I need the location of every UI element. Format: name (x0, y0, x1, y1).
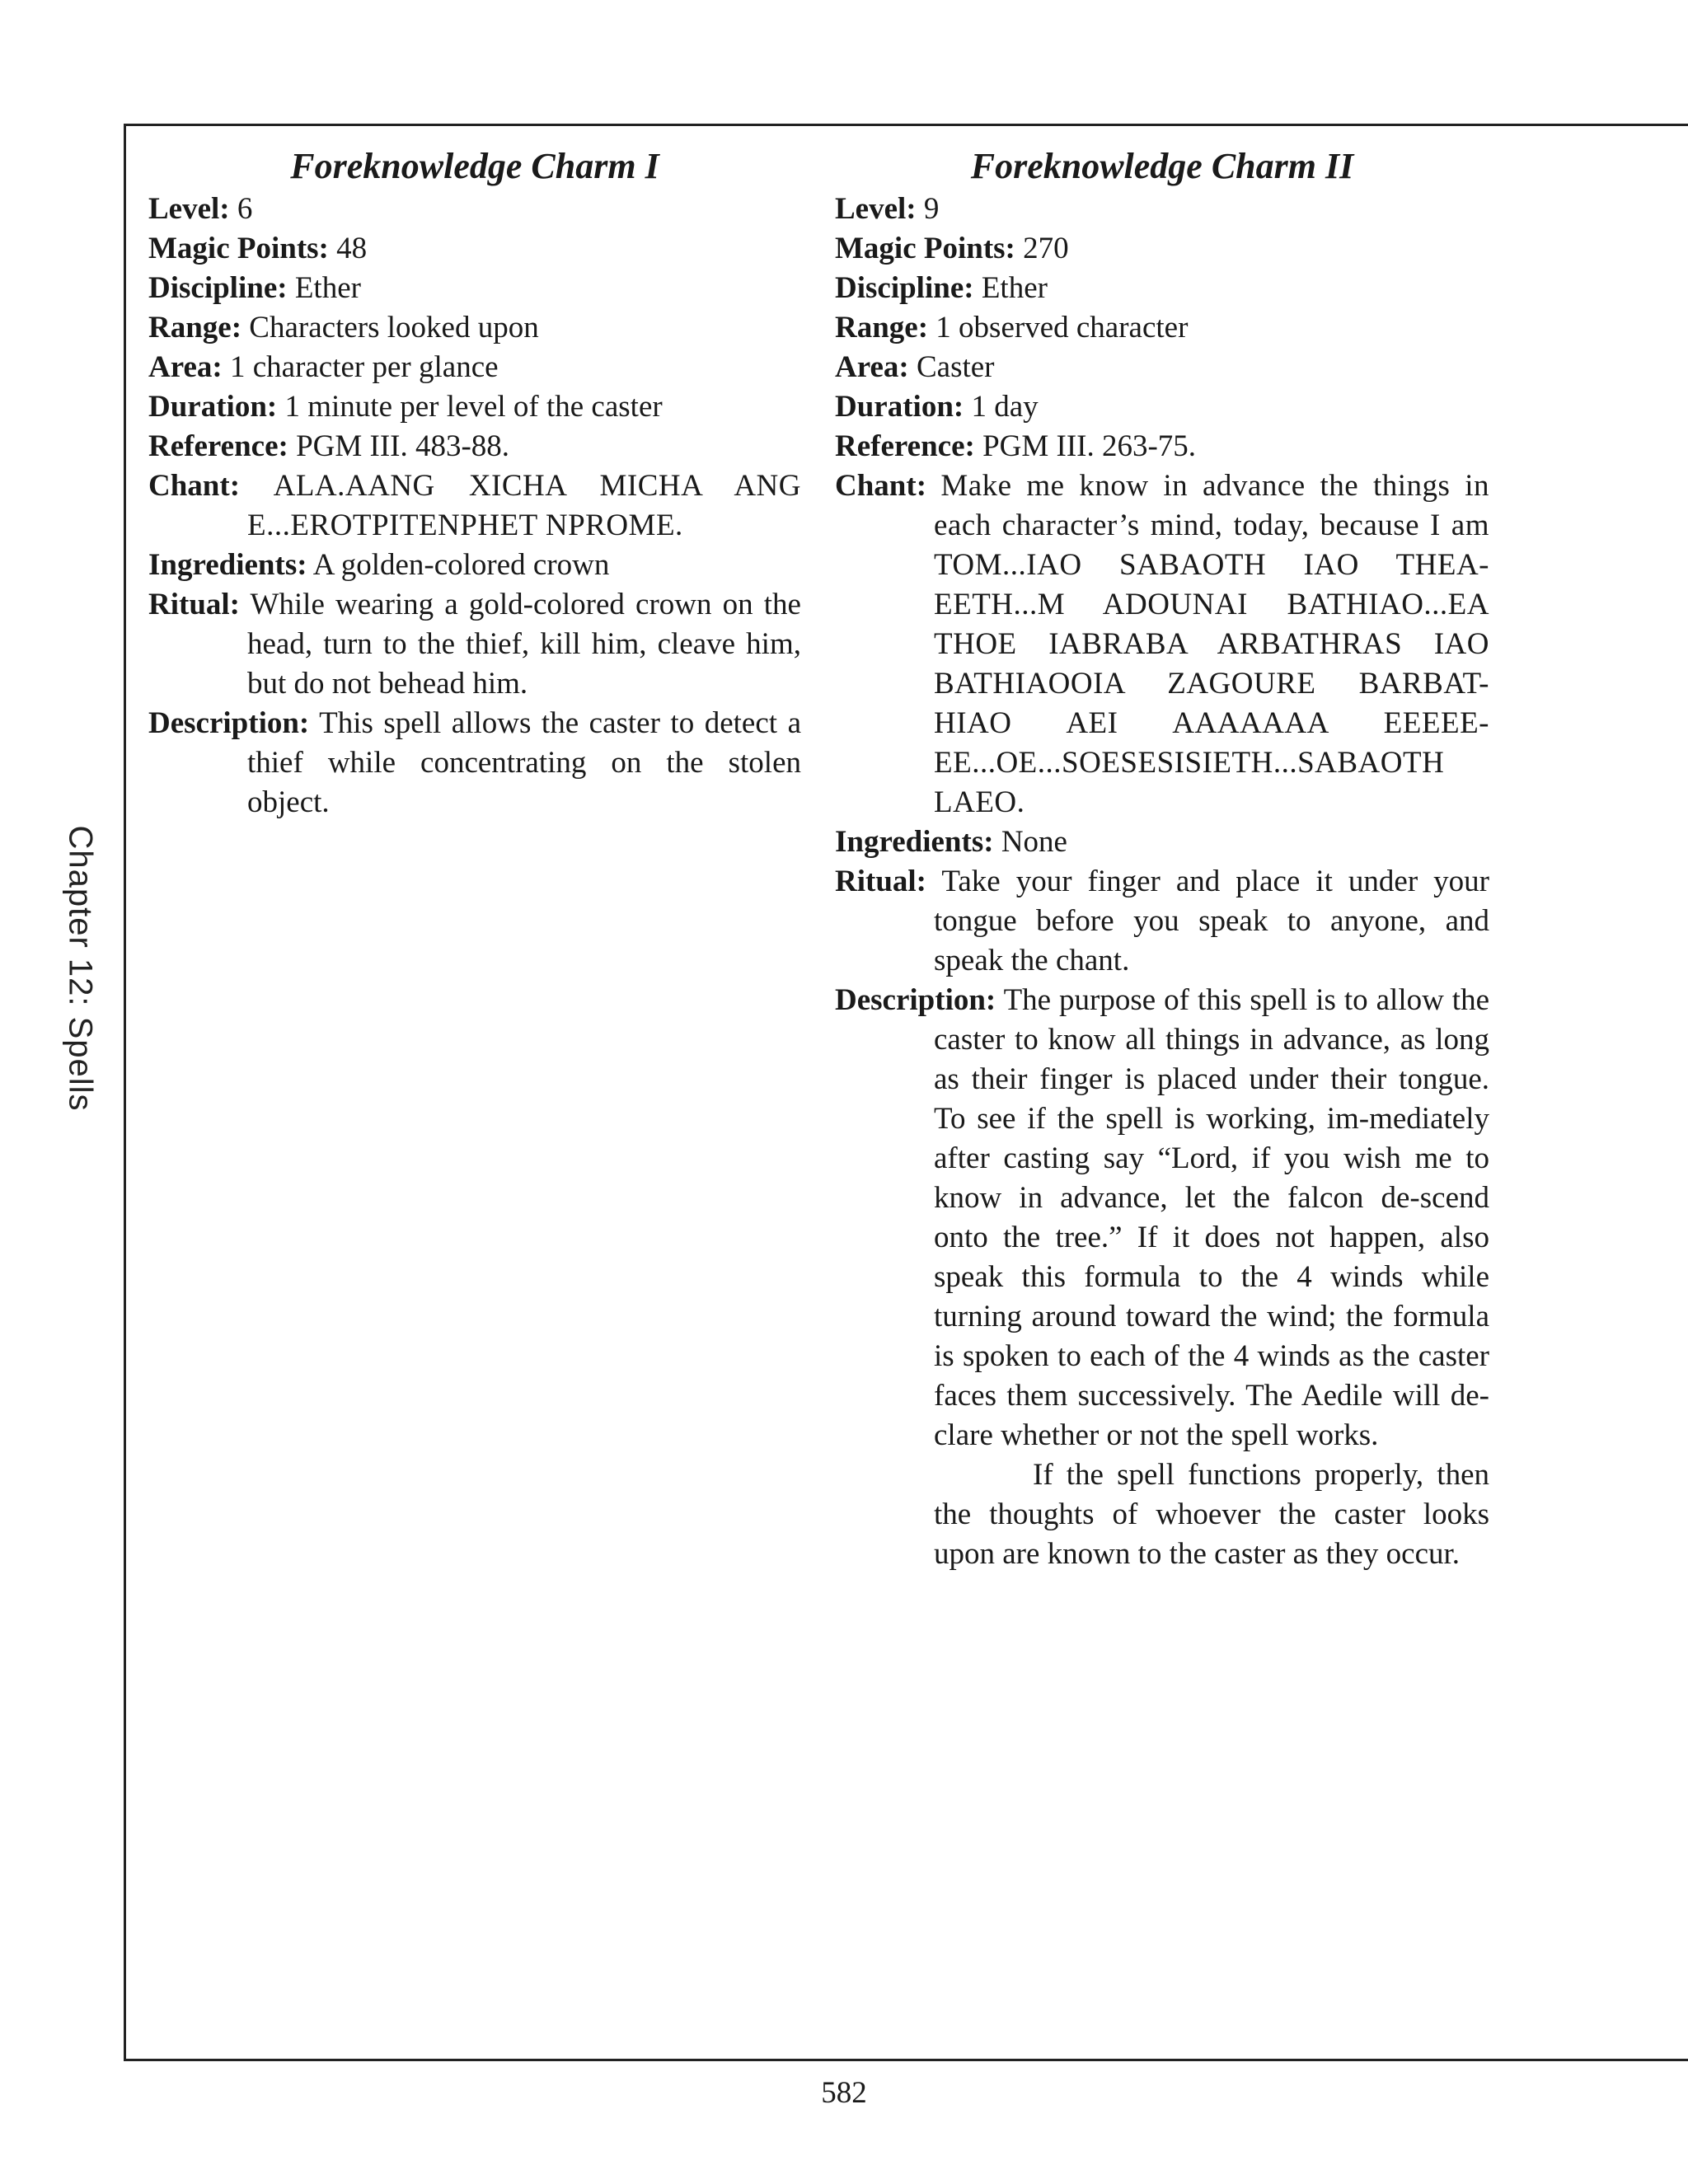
spell-duration (835, 387, 1489, 427)
spell-duration (148, 387, 801, 427)
reference-value: PGM III. 263-75. (982, 429, 1197, 463)
level-label: Level: (835, 192, 917, 226)
spell-description (148, 704, 801, 823)
spell-chant (148, 466, 801, 546)
magic-points-value: 48 (336, 232, 368, 265)
area-label: Area: (148, 350, 223, 384)
magic-points-value: 270 (1023, 232, 1069, 265)
spell-reference (835, 427, 1489, 466)
spell-chant (835, 466, 1489, 823)
spell-entry-foreknowledge-charm-2 (835, 142, 1489, 1574)
level-value: 9 (923, 192, 940, 226)
spell-level (835, 190, 1489, 229)
spell-description (835, 981, 1489, 1455)
spell-title: Foreknowledge Charm II (970, 146, 1354, 186)
chapter-label-text: Chapter 12: Spells (62, 825, 99, 1112)
spell-area (148, 348, 801, 387)
area-label: Area: (835, 350, 909, 384)
spell-title: Foreknowledge Charm I (290, 146, 659, 186)
duration-label: Duration: (148, 390, 278, 424)
description-continuation-text: If the spell functions properly, then the thoughts of whoever the caster looks upon are known to the caster as they occur. (934, 1458, 1489, 1571)
duration-label: Duration: (835, 390, 964, 424)
spell-area (835, 348, 1489, 387)
ritual-label: Ritual: (835, 865, 926, 898)
description-continuation (835, 1455, 1489, 1574)
discipline-value: Ether (294, 271, 361, 305)
spell-entry-foreknowledge-charm-1 (148, 142, 801, 823)
area-value: Caster (916, 350, 995, 384)
range-label: Range: (835, 311, 929, 344)
discipline-label: Discipline: (835, 271, 974, 305)
ingredients-value: None (1001, 825, 1067, 859)
ritual-value: While wearing a gold-colored crown on the head, turn to the thief, kill him, cleave him, but do not behead him. (247, 588, 801, 701)
magic-points-label: Magic Points: (835, 232, 1015, 265)
reference-value: PGM III. 483-88. (296, 429, 510, 463)
magic-points-label: Magic Points: (148, 232, 329, 265)
range-label: Range: (148, 311, 242, 344)
range-value: 1 observed character (935, 311, 1189, 344)
spell-reference (148, 427, 801, 466)
discipline-label: Discipline: (148, 271, 288, 305)
page-number: 582 (821, 2076, 867, 2110)
spell-ingredients (835, 823, 1489, 862)
chant-value: ALA.AANG XICHA MICHA ANG E...EROTPITENPHET NPROME. (247, 469, 801, 542)
description-value: The purpose of this spell is to allow the caster to know all things in advance, as long as their finger is placed under their tongue. To see if the spell is working, im-mediately after casting say “Lord, if you wish me to know in advance, let the falcon de-scend onto the tree.” If it does not happen, also speak this formula to the 4 winds while turning around toward the wind; the formula is spoken to each of the 4 winds as the caster faces them successively. The Aedile will de-clare whether or not the spell works. (934, 983, 1489, 1452)
reference-label: Reference: (148, 429, 288, 463)
chant-label: Chant: (148, 469, 241, 503)
level-value: 6 (237, 192, 253, 226)
spell-discipline (835, 269, 1489, 308)
ingredients-value: A golden-colored crown (312, 548, 610, 582)
chant-label: Chant: (835, 469, 927, 503)
ingredients-label: Ingredients: (835, 825, 994, 859)
description-label: Description: (148, 706, 310, 740)
reference-label: Reference: (835, 429, 975, 463)
spell-range (148, 308, 801, 348)
spell-ingredients (148, 546, 801, 585)
chant-value: Make me know in advance the things in each character’s mind, today, because I am TOM...IAO SABAOTH IAO THEA-EETH...M ADOUNAI BATHIAO...EA THOE IABRABA ARBATHRAS IAO BATHIAOOIA ZAGOURE BARBAT-HIAO AEI AAAAAAA EEEEE-EE...OE...SOESESISIETH...SABAOTH LAEO. (934, 469, 1490, 819)
description-label: Description: (835, 983, 996, 1017)
spell-magic-points (148, 229, 801, 269)
spell-discipline (148, 269, 801, 308)
spell-magic-points (835, 229, 1489, 269)
level-label: Level: (148, 192, 230, 226)
spell-range (835, 308, 1489, 348)
ritual-label: Ritual: (148, 588, 240, 621)
spell-ritual (835, 862, 1489, 981)
duration-value: 1 day (971, 390, 1039, 424)
ritual-value: Take your finger and place it under your tongue before you speak to anyone, and speak the chant. (934, 865, 1489, 977)
duration-value: 1 minute per level of the caster (284, 390, 663, 424)
discipline-value: Ether (981, 271, 1048, 305)
spell-ritual (148, 585, 801, 704)
spell-level (148, 190, 801, 229)
area-value: 1 character per glance (229, 350, 499, 384)
range-value: Characters looked upon (249, 311, 539, 344)
ingredients-label: Ingredients: (148, 548, 307, 582)
description-value: This spell allows the caster to detect a thief while concentrating on the stolen object. (247, 706, 801, 819)
